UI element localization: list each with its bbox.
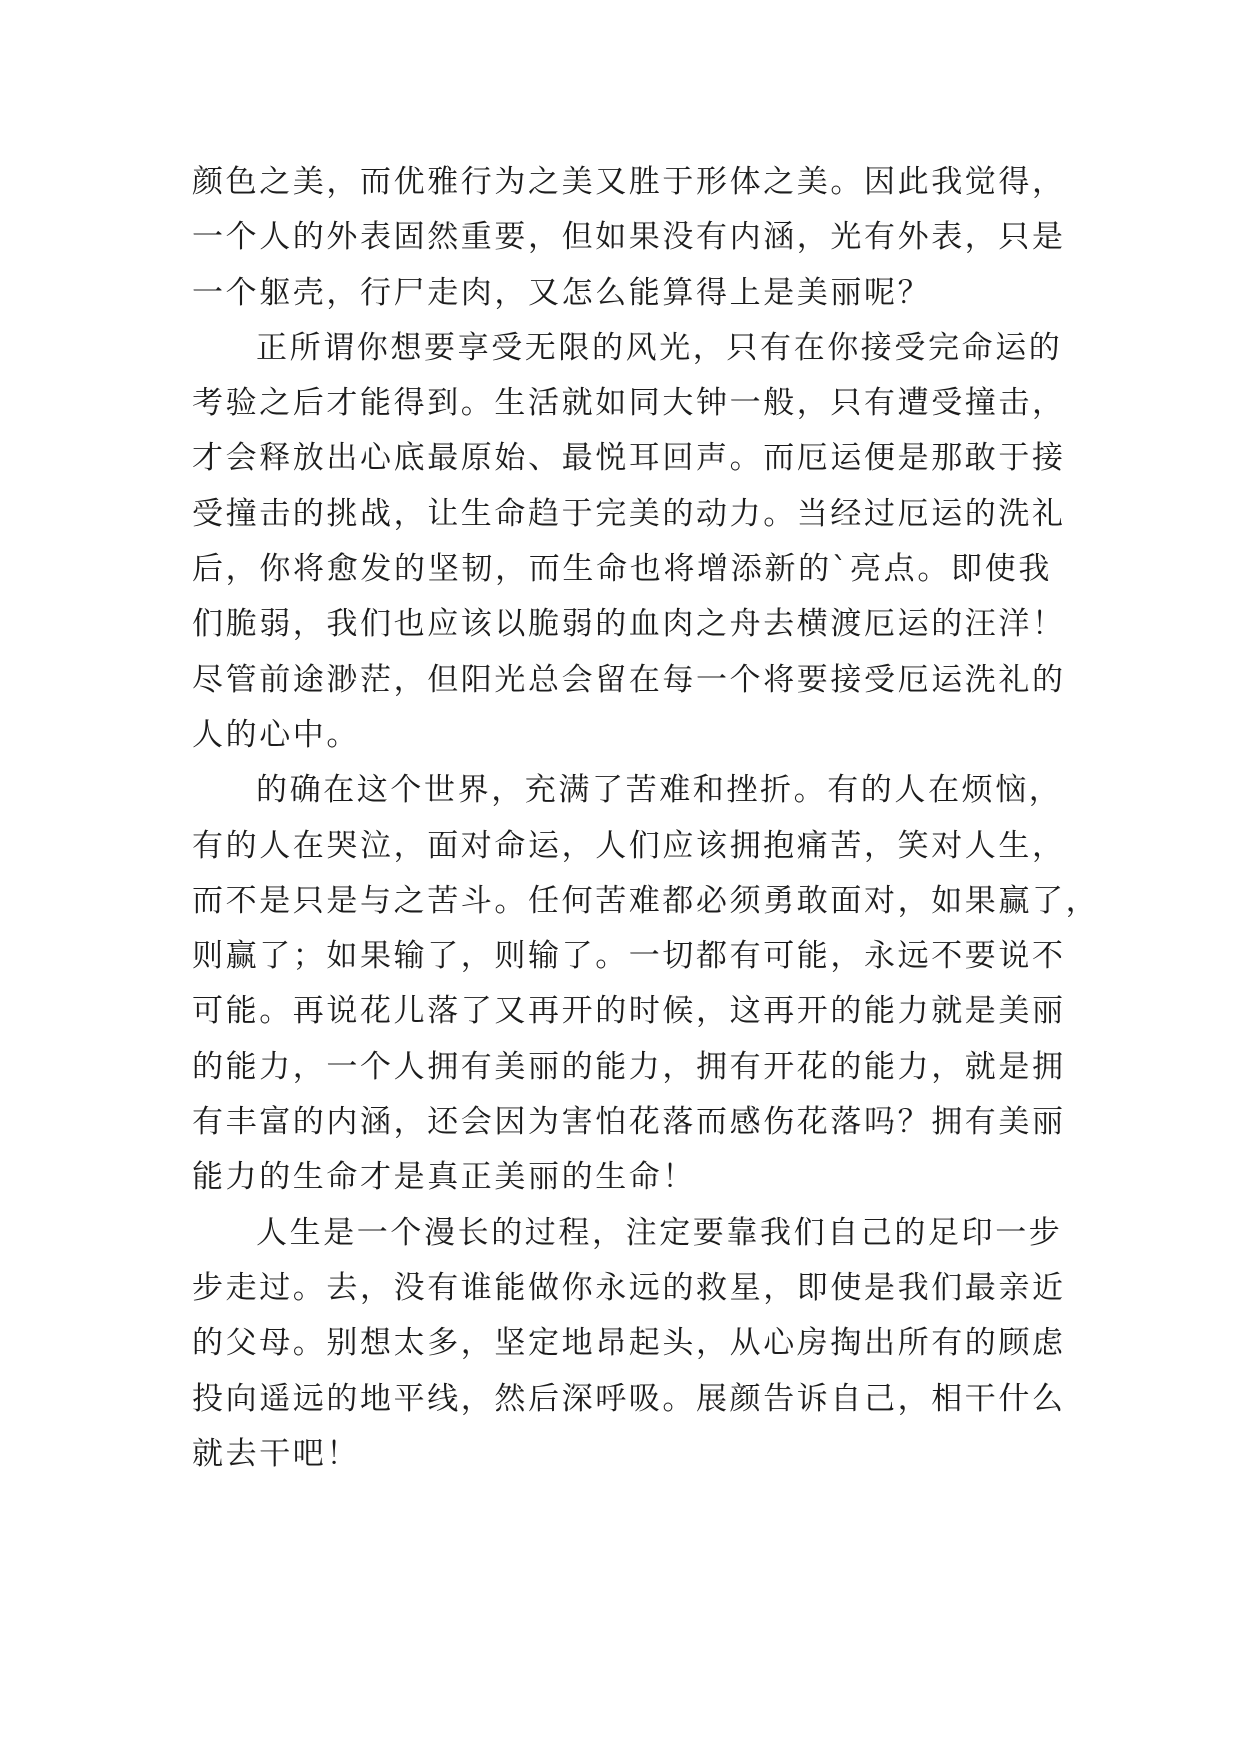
text-line: 投向遥远的地平线，然后深呼吸。展颜告诉自己，相干什么 xyxy=(192,1380,1066,1417)
text-line: 人生是一个漫长的过程，注定要靠我们自己的足印一步 xyxy=(256,1214,1063,1251)
text-line: 才会释放出心底最原始、最悦耳回声。而厄运便是那敢于接 xyxy=(192,440,1066,477)
text-line: 正所谓你想要享受无限的风光，只有在你接受完命运的 xyxy=(256,329,1063,366)
text-line: 有丰富的内涵，还会因为害怕花落而感伤花落吗？拥有美丽 xyxy=(192,1104,1066,1141)
text-line: 则赢了；如果输了，则输了。一切都有可能，永远不要说不 xyxy=(192,938,1066,975)
text-line: 尽管前途渺茫，但阳光总会留在每一个将要接受厄运洗礼的 xyxy=(192,661,1066,698)
text-line: 能力的生命才是真正美丽的生命！ xyxy=(192,1159,696,1196)
text-line: 的父母。别想太多，坚定地昂起头，从心房掏出所有的顾虑 xyxy=(192,1325,1066,1362)
text-line: 考验之后才能得到。生活就如同大钟一般，只有遭受撞击， xyxy=(192,385,1066,422)
text-line: 受撞击的挑战，让生命趋于完美的动力。当经过厄运的洗礼 xyxy=(192,495,1066,532)
paragraph-4 xyxy=(192,1206,1066,1482)
text-line: 就去干吧！ xyxy=(192,1435,360,1472)
paragraph-1 xyxy=(192,155,1066,321)
text-line: 颜色之美，而优雅行为之美又胜于形体之美。因此我觉得， xyxy=(192,164,1066,200)
text-line: 后，你将愈发的坚韧，而生命也将增添新的`亮点。即使我 xyxy=(192,551,1052,588)
text-line: 而不是只是与之苦斗。任何苦难都必须勇敢面对，如果赢了， xyxy=(192,882,1100,919)
text-line: 一个人的外表固然重要，但如果没有内涵，光有外表，只是 xyxy=(192,219,1066,256)
text-line: 的能力，一个人拥有美丽的能力，拥有开花的能力，就是拥 xyxy=(192,1048,1066,1085)
text-line: 可能。再说花儿落了又再开的时候，这再开的能力就是美丽 xyxy=(192,993,1066,1030)
text-line: 的确在这个世界，充满了苦难和挫折。有的人在烦恼， xyxy=(256,772,1063,809)
paragraph-2 xyxy=(192,321,1066,763)
text-line: 有的人在哭泣，面对命运，人们应该拥抱痛苦，笑对人生， xyxy=(192,827,1066,864)
text-line: 步走过。去，没有谁能做你永远的救星，即使是我们最亲近 xyxy=(192,1269,1066,1306)
text-line: 一个躯壳，行尸走肉，又怎么能算得上是美丽呢？ xyxy=(192,274,932,311)
paragraph-3 xyxy=(192,763,1100,1205)
text-line: 们脆弱，我们也应该以脆弱的血肉之舟去横渡厄运的汪洋！ xyxy=(192,606,1066,643)
text-line: 人的心中。 xyxy=(192,716,360,753)
body-text xyxy=(192,155,1100,1482)
